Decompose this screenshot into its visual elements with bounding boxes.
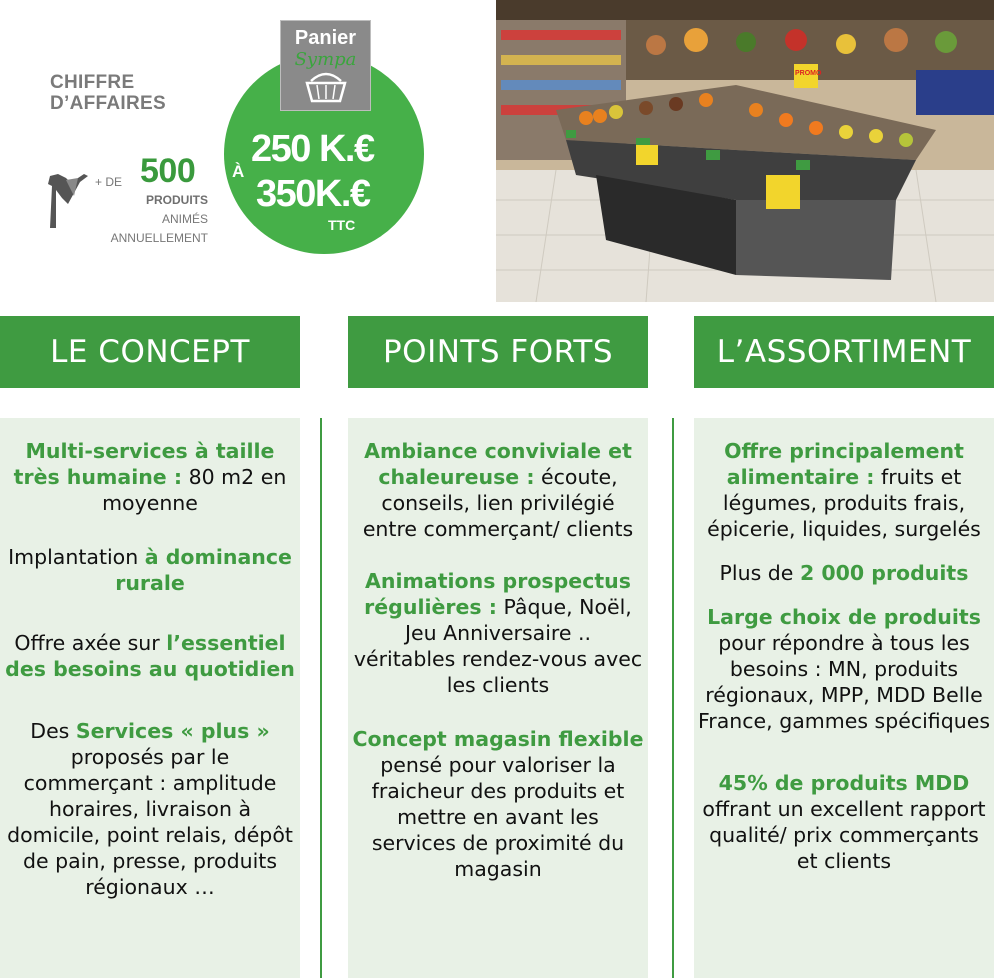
animes-label: ANIMÉS	[161, 212, 208, 226]
assort-p3: Large choix de produits pour répondre à tous les besoins : MN, produits régionaux, MPP, MDD Belle France, gammes spécifiques	[698, 605, 991, 733]
produits-label: PRODUITS	[145, 193, 208, 207]
points-p1: Ambiance conviviale et chaleureuse : écoute, conseils, lien privilégié entre commerçant/ clients	[362, 439, 634, 541]
promo-sign: PROMO	[795, 70, 822, 77]
assortiment-column	[694, 418, 994, 978]
hand-leaflet-icon	[44, 168, 92, 228]
products-count: 500	[140, 152, 196, 190]
chiffre-affaires-title	[50, 72, 200, 114]
annuellement-label: ANNUELLEMENT	[110, 231, 208, 245]
revenue-min: 250 K.€	[251, 128, 374, 170]
header-le-concept: LE CONCEPT	[0, 316, 300, 388]
column-divider-2	[672, 418, 674, 978]
basket-icon	[301, 71, 351, 105]
ttc-label: TTC	[328, 217, 356, 233]
assort-p4: 45% de produits MDD offrant un excellent rapport qualité/ prix commerçants et clients	[702, 771, 986, 873]
points-p3: Concept magasin flexible pensé pour valoriser la fraicheur des produits et mettre en avant les services de proximité du magasin	[352, 727, 644, 881]
concept-p2: Implantation à dominance rurale	[8, 545, 292, 595]
header-assortiment: L’ASSORTIMENT	[694, 316, 994, 388]
column-divider-1	[320, 418, 322, 978]
revenue-max: 350K.€	[256, 173, 370, 215]
concept-p4: Des Services « plus » proposés par le commerçant : amplitude horaires, livraison à domicile, point relais, dépôt de pain, presse, produits régionaux …	[7, 719, 293, 899]
assort-p1: Offre principalement alimentaire : fruits et légumes, produits frais, épicerie, liquides, surgelés	[707, 439, 981, 541]
concept-p1: Multi-services à taille très humaine : 80 m2 en moyenne	[13, 439, 287, 515]
assort-p2: Plus de 2 000 produits	[719, 561, 969, 585]
products-description	[90, 191, 208, 248]
chiffre-line: CHIFFRE	[50, 72, 135, 93]
concept-p3: Offre axée sur l’essentiel des besoins au quotidien	[5, 631, 295, 681]
range-a: À	[232, 162, 245, 181]
logo-sympa: Sympa	[294, 49, 357, 70]
points-forts-column	[348, 418, 648, 978]
plus-de-label: + DE	[95, 175, 123, 189]
concept-column	[0, 418, 300, 978]
panier-sympa-logo	[280, 20, 371, 111]
header-points-forts: POINTS FORTS	[348, 316, 648, 388]
logo-panier: Panier	[294, 27, 357, 49]
points-p2: Animations prospectus régulières : Pâque, Noël, Jeu Anniversaire .. véritables rendez-vous avec les clients	[353, 569, 643, 697]
affaires-line: D’AFFAIRES	[50, 93, 166, 114]
store-photo	[496, 0, 994, 302]
